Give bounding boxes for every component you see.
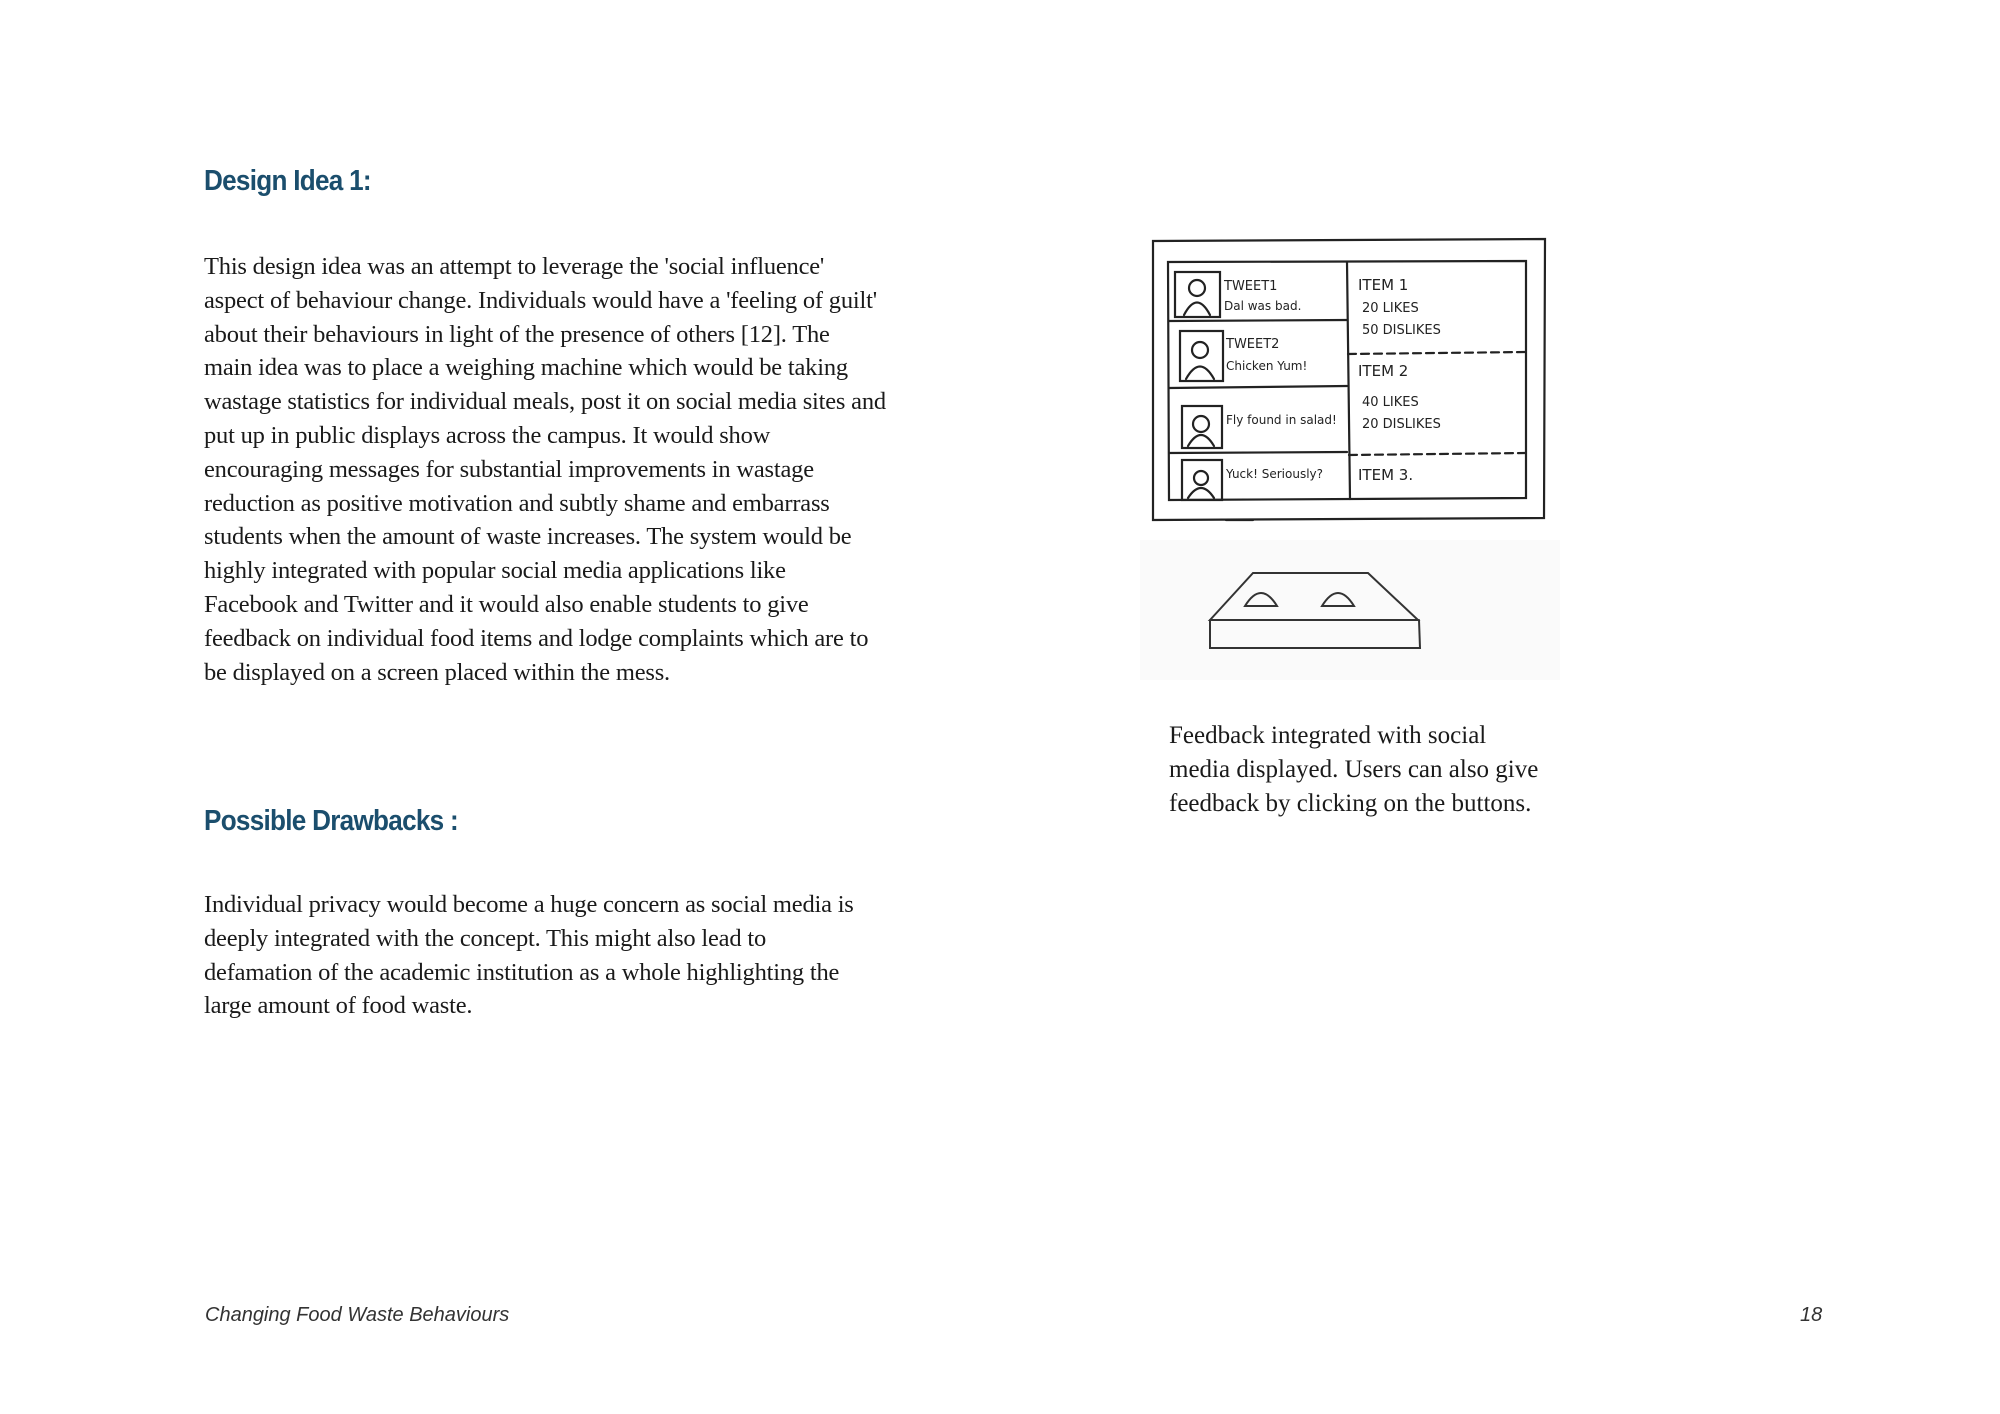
- page-number: 18: [1800, 1304, 1823, 1326]
- item-1-likes: 20 LIKES: [1362, 301, 1419, 316]
- design-idea-heading: Design Idea 1:: [204, 165, 371, 197]
- figure-caption: Feedback integrated with social media displayed. Users can also give feedback by clicking on the buttons.: [1169, 722, 1539, 817]
- machine-background: [1140, 540, 1560, 680]
- tweet-1-text: Dal was bad.: [1224, 299, 1302, 313]
- footer-title: Changing Food Waste Behaviours: [205, 1304, 510, 1326]
- drawbacks-heading: Possible Drawbacks :: [204, 805, 458, 837]
- design-idea-body: This design idea was an attempt to leverage the 'social influence' aspect of behaviour change. Individuals would have a 'feeling of guilt' about their behaviours in light of the presence of others [12]. The main idea was to place a weighing machine which would be taking wastage statistics for individual meals, post it on social media sites and put up in public displays across the campus. It would show encouraging messages for substantial improvements in wastage reduction as positive motivation and subtly shame and embarrass students when the amount of waste increases. The system would be highly integrated with popular social media applications like Facebook and Twitter and it would also enable students to give feedback on individual food items and lodge complaints which are to be displayed on a screen placed within the mess.: [204, 253, 886, 686]
- avatar-icon: [1180, 331, 1223, 381]
- tweet-1-title: TWEET1: [1224, 279, 1278, 294]
- item-2-name: ITEM 2: [1358, 362, 1409, 380]
- item-2-dislikes: 20 DISLIKES: [1362, 417, 1441, 432]
- item-3-name: ITEM 3.: [1358, 466, 1414, 484]
- tweet-2-text: Chicken Yum!: [1226, 359, 1308, 373]
- avatar-icon: [1175, 272, 1220, 317]
- sketch-figure: [1140, 228, 1580, 683]
- column-divider: [1347, 262, 1350, 499]
- item-1-name: ITEM 1: [1358, 276, 1409, 294]
- item-1-dislikes: 50 DISLIKES: [1362, 323, 1441, 338]
- tweet-2-title: TWEET2: [1226, 337, 1280, 352]
- item-2-likes: 40 LIKES: [1362, 395, 1419, 410]
- tweet-4-text: Yuck! Seriously?: [1226, 467, 1324, 481]
- avatar-icon: [1182, 406, 1222, 448]
- drawbacks-body: Individual privacy would become a huge concern as social media is deeply integrated with the concept. This might also lead to defamation of the academic institution as a whole highlighting the large amount of food waste.: [204, 891, 854, 1020]
- tweet-3-text: Fly found in salad!: [1226, 413, 1337, 427]
- avatar-icon: [1182, 460, 1222, 500]
